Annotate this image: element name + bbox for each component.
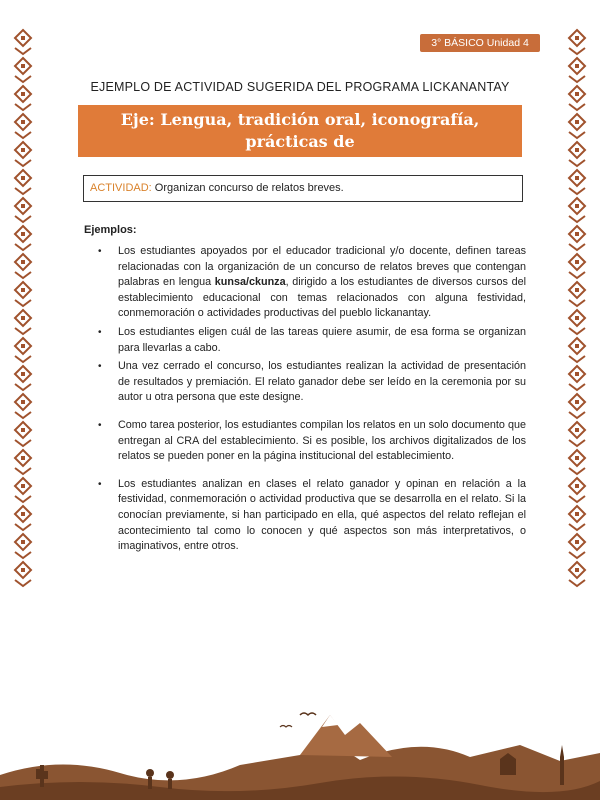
right-geometric-border <box>566 28 588 588</box>
bullet-icon: • <box>98 326 102 338</box>
examples-title: Ejemplos: <box>84 224 137 236</box>
item-text: Como tarea posterior, los estudiantes compilan los relatos en un solo documento que entregan al CRA del establecimiento. Si es posible, los archivos digitalizados de los relatos se pueden poner en la página institucional del establecimiento. <box>118 418 526 463</box>
list-item <box>98 325 526 356</box>
eje-line-2: lectura y escritura de los pueblos originarios. <box>95 154 505 173</box>
left-geometric-border <box>12 28 34 588</box>
bullet-icon: • <box>98 361 102 373</box>
eje-line-1: Eje: Lengua, tradición oral, iconografía, prácticas de <box>120 110 480 151</box>
item-text-part2: , dirigido a los estudiantes de diversos cursos del establecimiento educacional con temas relacionados con alguna festividad, conmemoración o actividades productivas del pueblo lickanantay. <box>118 276 526 320</box>
list-item <box>98 418 526 465</box>
bullet-icon: • <box>98 419 102 431</box>
eje-banner <box>78 105 522 173</box>
item-text-bold: kunsa/ckunza <box>214 276 286 289</box>
list-item <box>98 477 526 555</box>
unit-badge: 3° BÁSICO Unidad 4 <box>420 34 540 52</box>
program-title: EJEMPLO DE ACTIVIDAD SUGERIDA DEL PROGRAMA LICKANANTAY <box>90 80 510 94</box>
andean-landscape-illustration <box>0 695 600 800</box>
activity-text: Organizan concurso de relatos breves. <box>154 182 344 194</box>
item-text: Los estudiantes eligen cuál de las tareas quiere asumir, de esa forma se organizan para llevarlas a cabo. <box>118 325 526 354</box>
activity-box <box>83 175 523 202</box>
bullet-icon: • <box>98 478 102 490</box>
item-text: Los estudiantes analizan en clases el relato ganador y opinan en relación a la festividad, conmemoración o actividad productiva que se desarrolla en el relato. Si la conocían previamente, si han participado en ella, qué aspectos del relato reflejan el acontecimiento tal como lo conocen y qué aspectos son más interpretativos, o imaginativos, entre otros. <box>118 477 526 553</box>
activity-label: ACTIVIDAD: <box>90 182 152 194</box>
item-text: Una vez cerrado el concurso, los estudiantes realizan la actividad de presentación de resultados y premiación. El relato ganador debe ser leído en la ceremonia por su autor u otra persona que este designe. <box>118 360 526 404</box>
list-item <box>98 244 526 322</box>
examples-list <box>84 244 526 558</box>
item-text-part1: Los estudiantes apoyados por el educador tradicional y/o docente, definen tareas relacionadas con la organización de un concurso de relatos breves que contengan palabras en lengua <box>118 245 526 289</box>
bullet-icon: • <box>98 246 102 257</box>
list-item <box>98 359 526 406</box>
